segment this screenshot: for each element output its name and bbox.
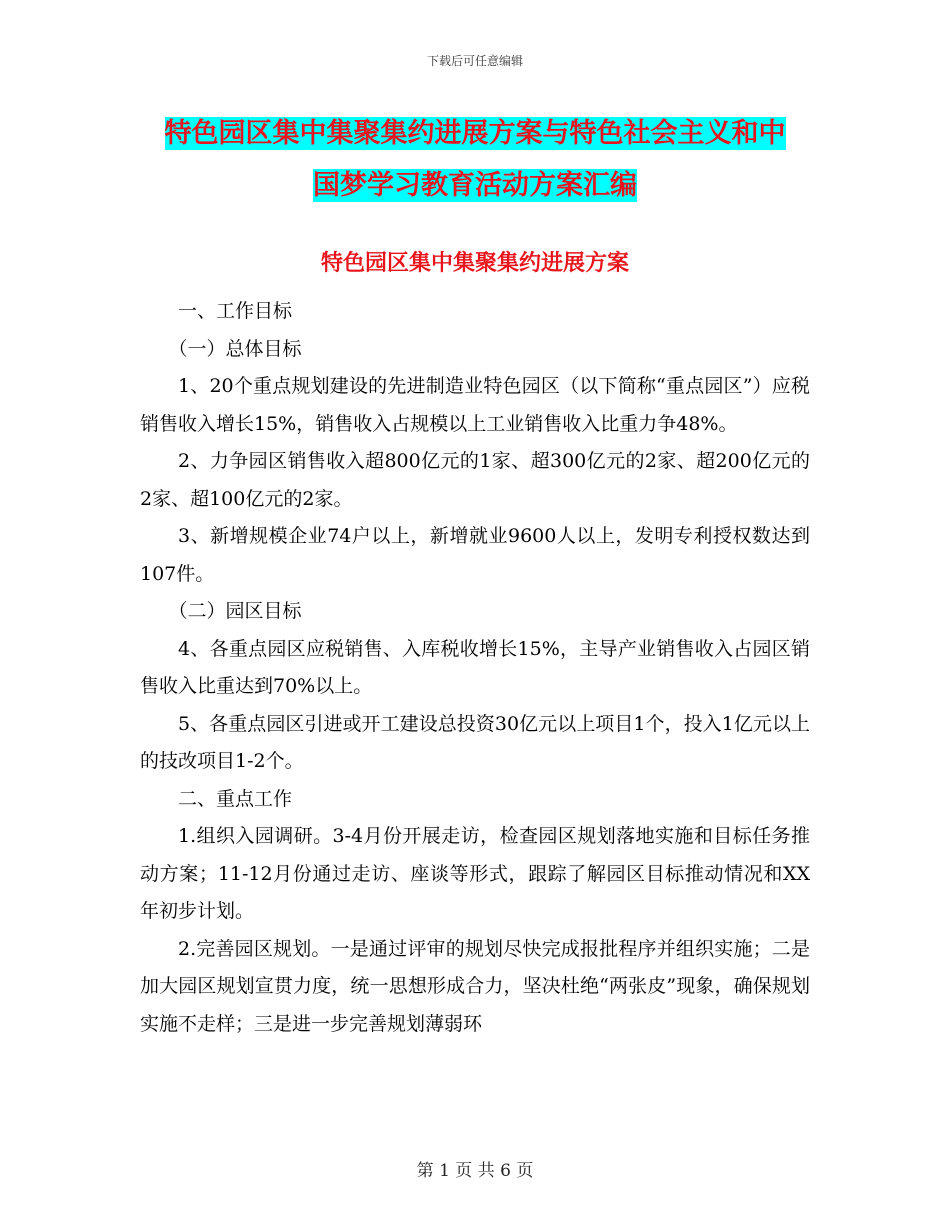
paragraph-goal-2: 2、力争园区销售收入超800亿元的1家、超300亿元的2家、超200亿元的2家、超100亿元的2家。 (140, 450, 810, 510)
page-footer-number: 第 1 页 共 6 页 (416, 1161, 534, 1181)
paragraph-goal-1: 1、20个重点规划建设的先进制造业特色园区（以下简称“重点园区”）应税销售收入增长15%，销售收入占规模以上工业销售收入比重力争48%。 (140, 375, 810, 435)
paragraph-goal-3: 3、新增规模企业74户以上，新增就业9600人以上，发明专利授权数达到107件。 (140, 525, 810, 585)
page-header-note: 下载后可任意编辑 (426, 54, 523, 68)
paragraph-goal-4: 4、各重点园区应税销售、入库税收增长15%，主导产业销售收入占园区销售收入比重达到70%以上。 (140, 637, 810, 697)
document-title-line-2: 国梦学习教育活动方案汇编 (313, 170, 637, 201)
section-title: 特色园区集中集聚集约进展方案 (320, 251, 629, 276)
document-body (140, 293, 810, 1043)
paragraph-goal-5: 5、各重点园区引进或开工建设总投资30亿元以上项目1个，投入1亿元以上的技改项目1-2个。 (140, 712, 810, 772)
document-title-line-1: 特色园区集中集聚集约进展方案与特色社会主义和中 (164, 118, 786, 149)
subheading-overall-goals: （一）总体目标 (168, 337, 302, 360)
subheading-park-goals: （二）园区目标 (168, 600, 302, 622)
heading-work-goals: 一、工作目标 (178, 300, 293, 322)
paragraph-work-1: 1.组织入园调研。3-4月份开展走访，检查园区规划落地实施和目标任务推动方案；11-12月份通过走访、座谈等形式，跟踪了解园区目标推动情况和XX年初步计划。 (140, 825, 810, 922)
document-title (120, 108, 830, 212)
paragraph-work-2: 2.完善园区规划。一是通过评审的规划尽快完成报批程序并组织实施；二是加大园区规划宣贯力度，统一思想形成合力，坚决杜绝“两张皮”现象，确保规划实施不走样；三是进一步完善规划薄弱环 (140, 937, 810, 1035)
heading-key-work: 二、重点工作 (178, 787, 293, 810)
